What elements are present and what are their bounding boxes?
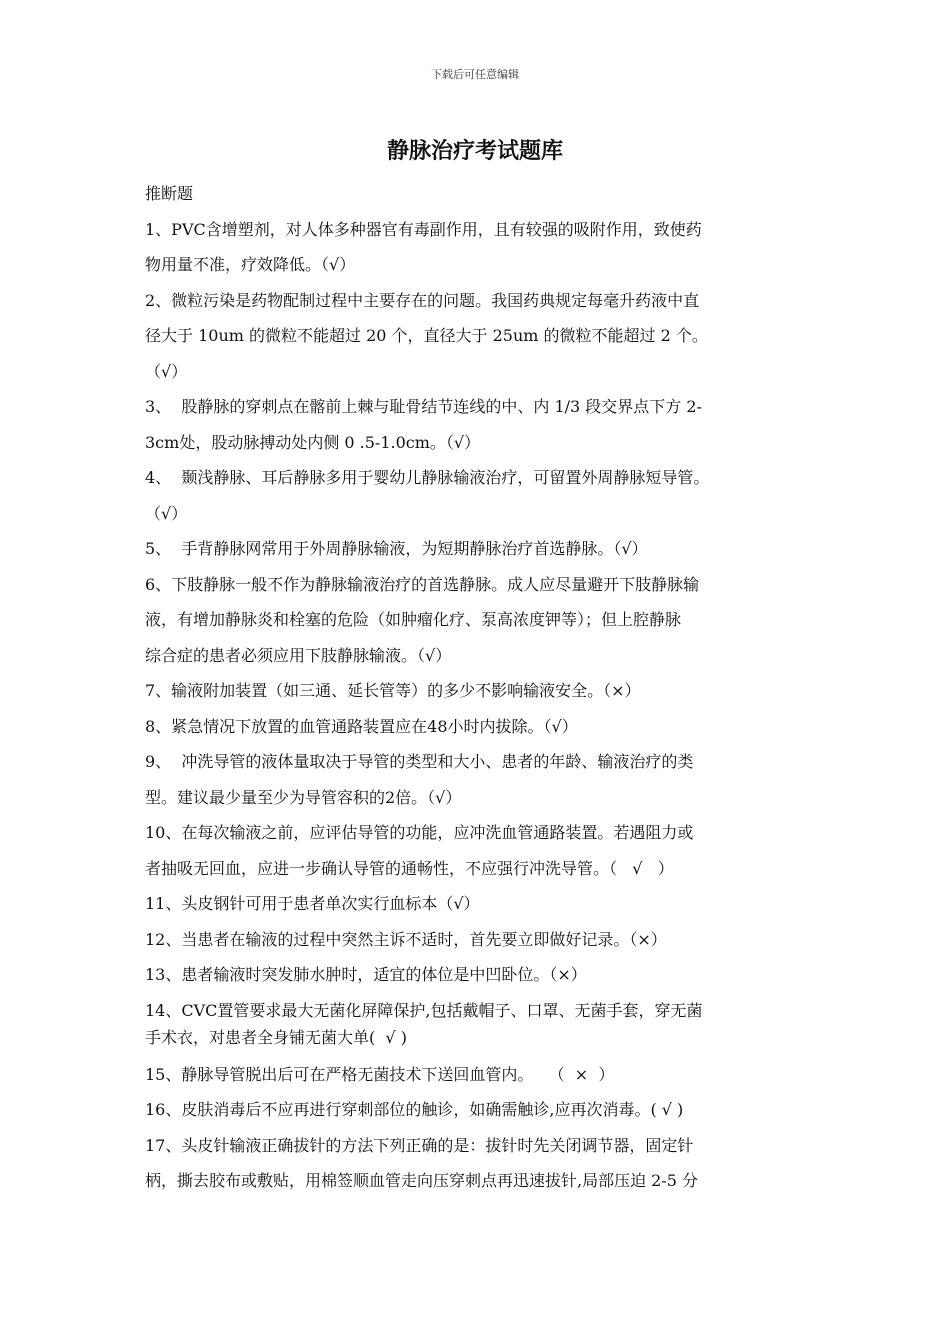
question-5-line-1: 5、 手背静脉网常用于外周静脉输液，为短期静脉治疗首选静脉。（√） [145,539,648,558]
question-10-line-1: 10、在每次输液之前，应评估导管的功能，应冲洗血管通路装置。若遇阻力或 [145,823,694,842]
question-2-line-3: （√） [145,361,188,381]
question-4-line-1: 4、 颞浅静脉、耳后静脉多用于婴幼儿静脉输液治疗，可留置外周静脉短导管。 [145,468,710,487]
question-14-line-2: 手术衣，对患者全身铺无菌大单( √ ) [145,1027,407,1047]
question-1-line-2: 物用量不准，疗效降低。（√） [145,255,356,274]
question-7-line-1: 7、输液附加装置（如三通、延长管等）的多少不影响输液安全。（×） [145,681,641,700]
question-2-line-2: 径大于 10um 的微粒不能超过 20 个，直径大于 25um 的微粒不能超过 2 个。 [145,326,708,345]
question-10-line-2: 者抽吸无回血，应进一步确认导管的通畅性，不应强行冲洗导管。（ √ ） [145,858,674,878]
question-12-line-1: 12、当患者在输液的过程中突然主诉不适时，首先要立即做好记录。（×） [145,929,667,949]
question-17-line-2: 柄，撕去胶布或敷贴，用棉签顺血管走向压穿刺点再迅速拔针,局部压迫 2-5 分 [145,1171,699,1190]
question-9-line-1: 9、 冲洗导管的液体量取决于导管的类型和大小、患者的年龄、输液治疗的类 [145,752,694,771]
question-6-line-3: 综合症的患者必须应用下肢静脉输液。（√） [145,645,452,665]
question-1-line-1: 1、PVC含增塑剂，对人体多种器官有毒副作用，且有较强的吸附作用，致使药 [145,219,702,239]
question-15-line-1: 15、静脉导管脱出后可在严格无菌技术下送回血管内。 （ × ） [145,1064,615,1084]
question-6-line-2: 液，有增加静脉炎和栓塞的危险（如肿瘤化疗、泵高浓度钾等）；但上腔静脉 [145,610,682,629]
header-note: 下载后可任意编辑 [431,68,519,81]
question-14-line-1: 14、CVC置管要求最大无菌化屏障保护,包括戴帽子、口罩、无菌手套，穿无菌 [145,1000,703,1020]
question-2-line-1: 2、微粒污染是药物配制过程中主要存在的问题。我国药典规定每毫升药液中直 [145,290,700,310]
question-13-line-1: 13、患者输液时突发肺水肿时，适宜的体位是中凹卧位。（×） [145,965,587,984]
question-9-line-2: 型。建议最少量至少为导管容积的2倍。（√） [145,787,462,807]
document-body [145,176,825,1199]
question-16-line-1: 16、皮肤消毒后不应再进行穿刺部位的触诊，如确需触诊,应再次消毒。( √ ) [145,1100,684,1119]
page-title: 静脉治疗考试题库 [386,138,563,164]
question-11-line-1: 11、头皮钢针可用于患者单次实行血标本（√） [145,894,480,913]
question-3-line-2: 3cm处，股动脉搏动处内侧 0 .5-1.0cm。（√） [145,432,481,452]
question-3-line-1: 3、 股静脉的穿刺点在髂前上棘与耻骨结节连线的中、内 1/3 段交界点下方 2- [145,397,702,416]
question-8-line-1: 8、紧急情况下放置的血管通路装置应在48小时内拔除。（√） [145,716,578,736]
question-17-line-1: 17、头皮针输液正确拔针的方法下列正确的是：拔针时先关闭调节器，固定针 [145,1135,694,1155]
section-heading: 推断题 [145,184,194,203]
question-4-line-2: （√） [145,503,188,523]
question-6-line-1: 6、下肢静脉一般不作为静脉输液治疗的首选静脉。成人应尽量避开下肢静脉输 [145,574,700,594]
